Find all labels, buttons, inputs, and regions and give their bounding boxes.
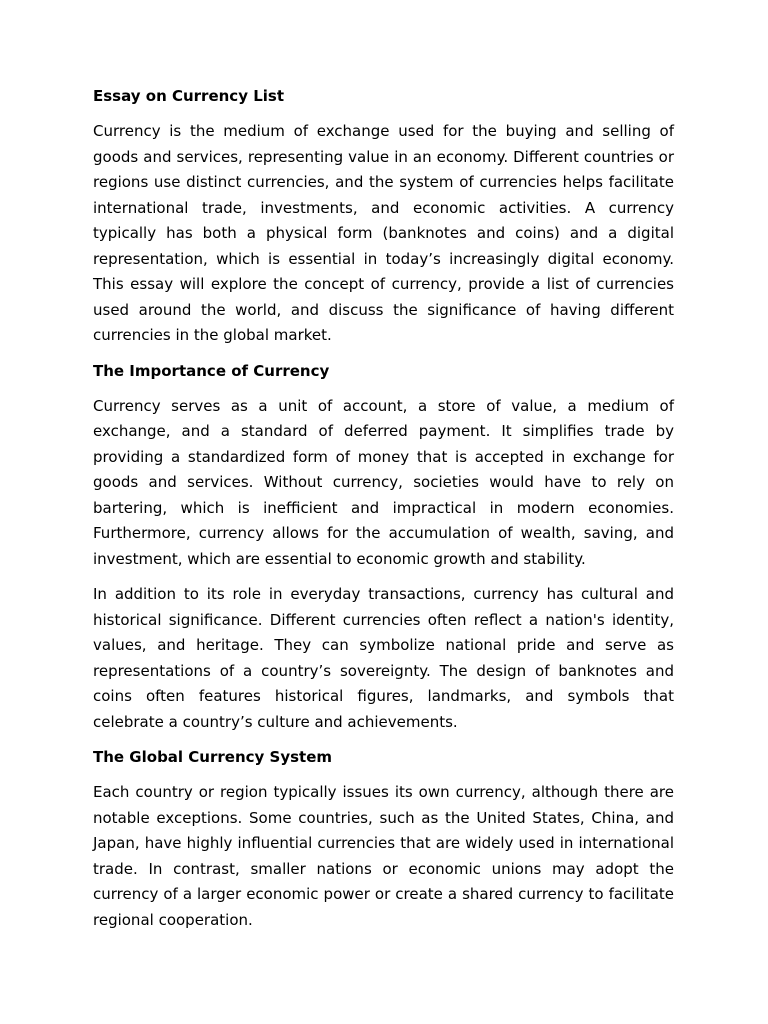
document-page: [93, 84, 674, 943]
section-heading: The Importance of Currency: [93, 361, 330, 380]
section-global-system: [93, 745, 674, 933]
intro-paragraph: Currency is the medium of exchange used for the buying and selling of goods and services, representing value in an economy. Different countries or regions use distinct currencies, and the system of currencies helps facilitate international trade, investments, and economic activities. A currency typically has both a physical form (banknotes and coins) and a digital representation, which is essential in today’s increasingly digital economy. This essay will explore the concept of currency, provide a list of currencies used around the world, and discuss the significance of having different currencies in the global market.: [93, 122, 674, 344]
section-paragraph: In addition to its role in everyday transactions, currency has cultural and historical significance. Different currencies often reflect a nation's identity, values, and heritage. They can symbolize national pride and serve as representations of a country’s sovereignty. The design of banknotes and coins often features historical figures, landmarks, and symbols that celebrate a country’s culture and achievements.: [93, 585, 674, 731]
section-paragraph: Currency serves as a unit of account, a store of value, a medium of exchange, and a standard of deferred payment. It simplifies trade by providing a standardized form of money that is accepted in exchange for goods and services. Without currency, societies would have to rely on bartering, which is inefficient and impractical in modern economies. Furthermore, currency allows for the accumulation of wealth, saving, and investment, which are essential to economic growth and stability.: [93, 396, 674, 568]
section-paragraph: Each country or region typically issues its own currency, although there are notable exceptions. Some countries, such as the United States, China, and Japan, have highly influential currencies that are widely used in international trade. In contrast, smaller nations or economic unions may adopt the currency of a larger economic power or create a shared currency to facilitate regional cooperation.: [93, 783, 674, 929]
section-importance: [93, 359, 674, 736]
section-heading: The Global Currency System: [93, 748, 332, 766]
document-title: Essay on Currency List: [93, 87, 284, 105]
